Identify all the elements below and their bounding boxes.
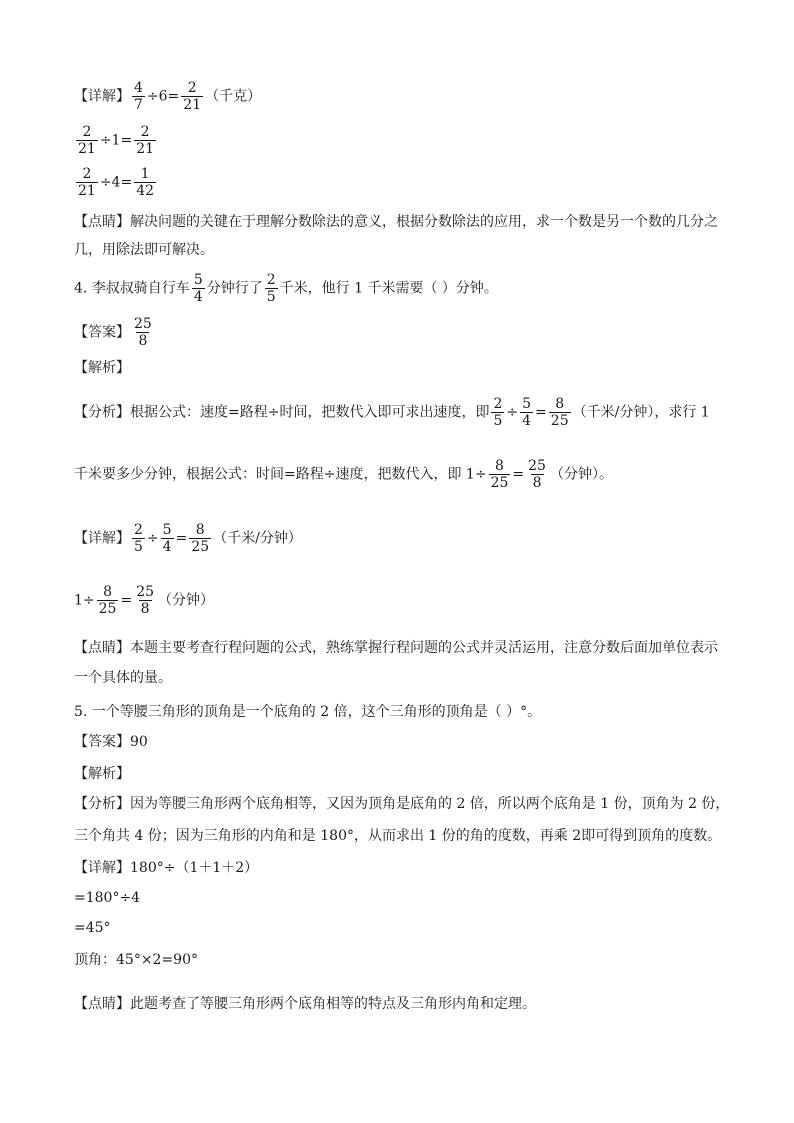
- fraction: $\frac{8}{25}$: [98, 584, 117, 617]
- answer-4: [74, 316, 156, 349]
- comment-5: 【点睛】此题考查了等腰三角形两个底角相等的特点及三角形内角和定理。: [74, 996, 536, 1012]
- fraction: $\frac{25}{8}$: [528, 458, 546, 491]
- fraction: $\frac{4}{7}$: [134, 80, 143, 113]
- fraction: $\frac{5}{4}$: [522, 396, 532, 429]
- answer-label: 【答案】: [74, 324, 130, 341]
- fraction: $\frac{1}{42}$: [136, 166, 155, 199]
- analysis-label-4: 【解析】: [74, 360, 130, 376]
- fraction: $\frac{2}{5}$: [134, 522, 143, 555]
- equation-2: $\frac{2}{21}$ ÷1= $\frac{2}{21}$: [78, 124, 155, 157]
- equation-3: $\frac{2}{21}$ ÷4= $\frac{1}{42}$: [78, 166, 155, 199]
- detail-label: 【详解】: [74, 88, 130, 105]
- fraction: $\frac{8}{25}$: [550, 396, 569, 429]
- detail-5-line-4: 顶角：45°×2=90°: [74, 952, 198, 968]
- comment-line-1: 【点睛】解决问题的关键在于理解分数除法的意义，根据分数除法的应用，求一个数是另一个数的几分之: [74, 214, 718, 230]
- fraction: $\frac{2}{5}$: [266, 272, 276, 305]
- analysis-5-line-2: 三个角共 4 份；因为三角形的内角和是 180°，从而求出 1 份的角的度数，再乘 2即可得到顶角的度数。: [74, 828, 722, 844]
- analysis-4-line-1: 【分析】根据公式：速度=路程÷时间，把数代入即可求出速度，即 $\frac{2}{5}$ ÷ $\frac{5}{4}$ = $\frac{8}{25}$ （千米/分钟），求行 1: [74, 396, 710, 429]
- comment-label: 【点睛】: [74, 640, 130, 656]
- comment-4-line-2: 一个具体的量。: [74, 670, 172, 686]
- fraction: $\frac{2}{5}$: [493, 396, 503, 429]
- question-4: 4. 李叔叔骑自行车 $\frac{5}{4}$ 分钟行了 $\frac{2}{5}$ 千米，他行 1 千米需要（ ）分钟。: [74, 272, 498, 305]
- fraction: $\frac{2}{21}$: [78, 124, 96, 157]
- fraction: $\frac{8}{25}$: [490, 458, 509, 491]
- fraction: $\frac{2}{21}$: [78, 166, 96, 199]
- answer-label: 【答案】: [74, 734, 130, 750]
- detail-label: 【详解】: [74, 530, 130, 547]
- fraction: $\frac{2}{21}$: [136, 124, 155, 157]
- detail-label: 【详解】: [74, 860, 130, 876]
- analysis-5-line-1: 【分析】因为等腰三角形两个底角相等，又因为顶角是底角的 2 倍，所以两个底角是 1 份，顶角为 2 份，: [74, 796, 730, 812]
- comment-label: 【点睛】: [74, 214, 130, 230]
- breakdown-label: 【分析】: [74, 404, 130, 421]
- analysis-4-line-2: 千米要多少分钟，根据公式：时间=路程÷速度，把数代入，即 1÷ $\frac{8}{25}$ = $\frac{25}{8}$ （分钟）。: [74, 458, 613, 491]
- comment-4-line-1: 【点睛】本题主要考查行程问题的公式，熟练掌握行程问题的公式并灵活运用，注意分数后面加单位表示: [74, 640, 718, 656]
- detail-5-line-3: =45°: [74, 920, 111, 936]
- breakdown-label: 【分析】: [74, 796, 130, 812]
- fraction: $\frac{25}{8}$: [136, 584, 155, 617]
- detail-4-line-2: 1÷ $\frac{8}{25}$ = $\frac{25}{8}$ （分钟）: [74, 584, 215, 617]
- fraction: $\frac{2}{21}$: [183, 80, 202, 113]
- fraction: $\frac{5}{4}$: [193, 272, 203, 305]
- detail-line-1: 【详解】 $\frac{4}{7}$ ÷6= $\frac{2}{21}$ （千克）: [74, 80, 262, 113]
- analysis-label-5: 【解析】: [74, 766, 130, 782]
- question-5: 5. 一个等腰三角形的顶角是一个底角的 2 倍，这个三角形的顶角是（ ）°。: [74, 704, 542, 720]
- detail-5-line-2: =180°÷4: [74, 890, 141, 906]
- detail-5-line-1: 【详解】180°÷（1＋1＋2）: [74, 860, 259, 876]
- fraction: $\frac{25}{8}$: [134, 316, 152, 349]
- fraction: $\frac{5}{4}$: [162, 522, 172, 555]
- fraction: $\frac{8}{25}$: [191, 522, 210, 555]
- answer-5: 【答案】90: [74, 734, 148, 750]
- detail-4-line-1: 【详解】 $\frac{2}{5}$ ÷ $\frac{5}{4}$ = $\frac{8}{25}$ （千米/分钟）: [74, 522, 302, 555]
- comment-label: 【点睛】: [74, 996, 130, 1012]
- comment-line-2: 几，用除法即可解决。: [74, 242, 214, 258]
